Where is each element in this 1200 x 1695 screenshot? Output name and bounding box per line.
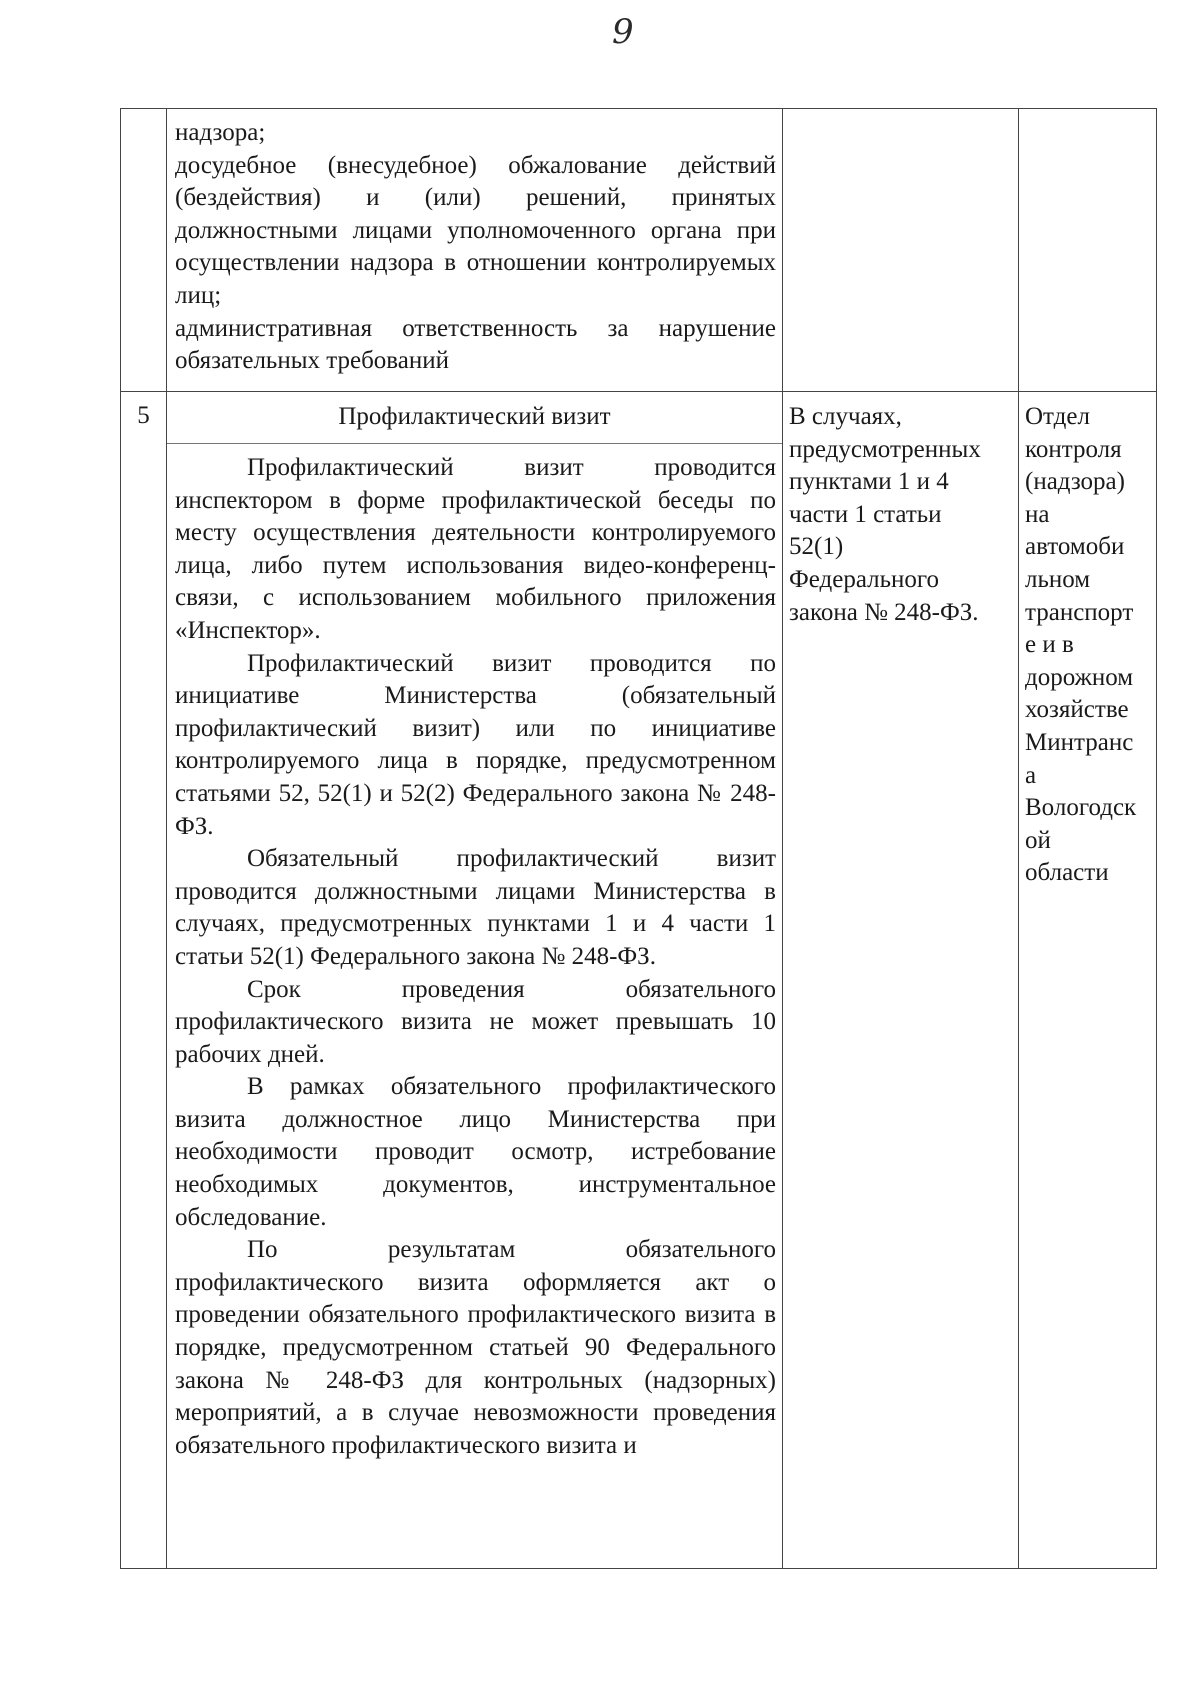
continued-text-appeal: досудебное (внесудебное) обжалование действий (бездействия) и (или) решений, принятых должностными лицами уполномоченного органа при осуществлении надзора в отношении контролируемых лиц; xyxy=(175,151,776,309)
paragraph-visit-initiative: Профилактический визит проводится по инициативе Министерства (обязательный профилактический визит) или по инициативе контролируемого лица в порядке, предусмотренном статьями 52, 52(1) и 52(2) Федерального закона № 248-ФЗ. xyxy=(175,649,776,840)
page-number: 9 xyxy=(612,12,634,52)
item-title: Профилактический визит xyxy=(167,392,782,444)
description-cell xyxy=(167,392,783,1569)
paragraph-visit-form: Профилактический визит проводится инспектором в форме профилактической беседы по месту осуществления деятельности контролируемого лица, либо путем использования видео-конференц-связи, с использованием мобильного приложения «Инспектор». xyxy=(175,454,776,644)
paragraph-visit-results: По результатам обязательного профилактического визита оформляется акт о проведении обязательного профилактического визита в порядке, предусмотренном статьей 90 Федерального закона № 248-ФЗ для контрольных (надзорных) мероприятий, а в случае невозможности проведения обязательного профилактического визита и xyxy=(175,1236,776,1459)
paragraph-mandatory-visit: Обязательный профилактический визит проводится должностными лицами Министерства в случаях, предусмотренных пунктами 1 и 4 части 1 статьи 52(1) Федерального закона № 248-ФЗ. xyxy=(175,845,776,970)
description-cell xyxy=(167,109,783,392)
continued-text-line: надзора; xyxy=(175,119,266,146)
paragraph-visit-scope: В рамках обязательного профилактического визита должностное лицо Министерства при необходимости проводит осмотр, истребование необходимых документов, инструментальное обследование. xyxy=(175,1073,776,1231)
number-cell-empty xyxy=(121,109,167,392)
grounds-cell-empty xyxy=(783,109,1019,392)
measures-table xyxy=(120,108,1157,1569)
item-body xyxy=(167,444,782,1462)
grounds-text: В случаях, предусмотренных пунктами 1 и 4 части 1 статьи 52(1) Федерального закона № 248-ФЗ. xyxy=(789,403,981,626)
department-cell-empty xyxy=(1019,109,1157,392)
paragraph-visit-term: Срок проведения обязательного профилактического визита не может превышать 10 рабочих дней. xyxy=(175,975,776,1068)
continued-text-liability: административная ответственность за нарушение обязательных требований xyxy=(175,314,776,375)
item-number: 5 xyxy=(121,392,167,1569)
table-row-continued xyxy=(121,109,1157,392)
table-row-item-5 xyxy=(121,392,1157,1569)
department-cell xyxy=(1019,392,1157,1569)
department-text: Отдел контроля (надзора) на автомоби льном транспорт е и в дорожном хозяйстве Минтранс а Вологодск ой области xyxy=(1025,403,1137,887)
grounds-cell xyxy=(783,392,1019,1569)
